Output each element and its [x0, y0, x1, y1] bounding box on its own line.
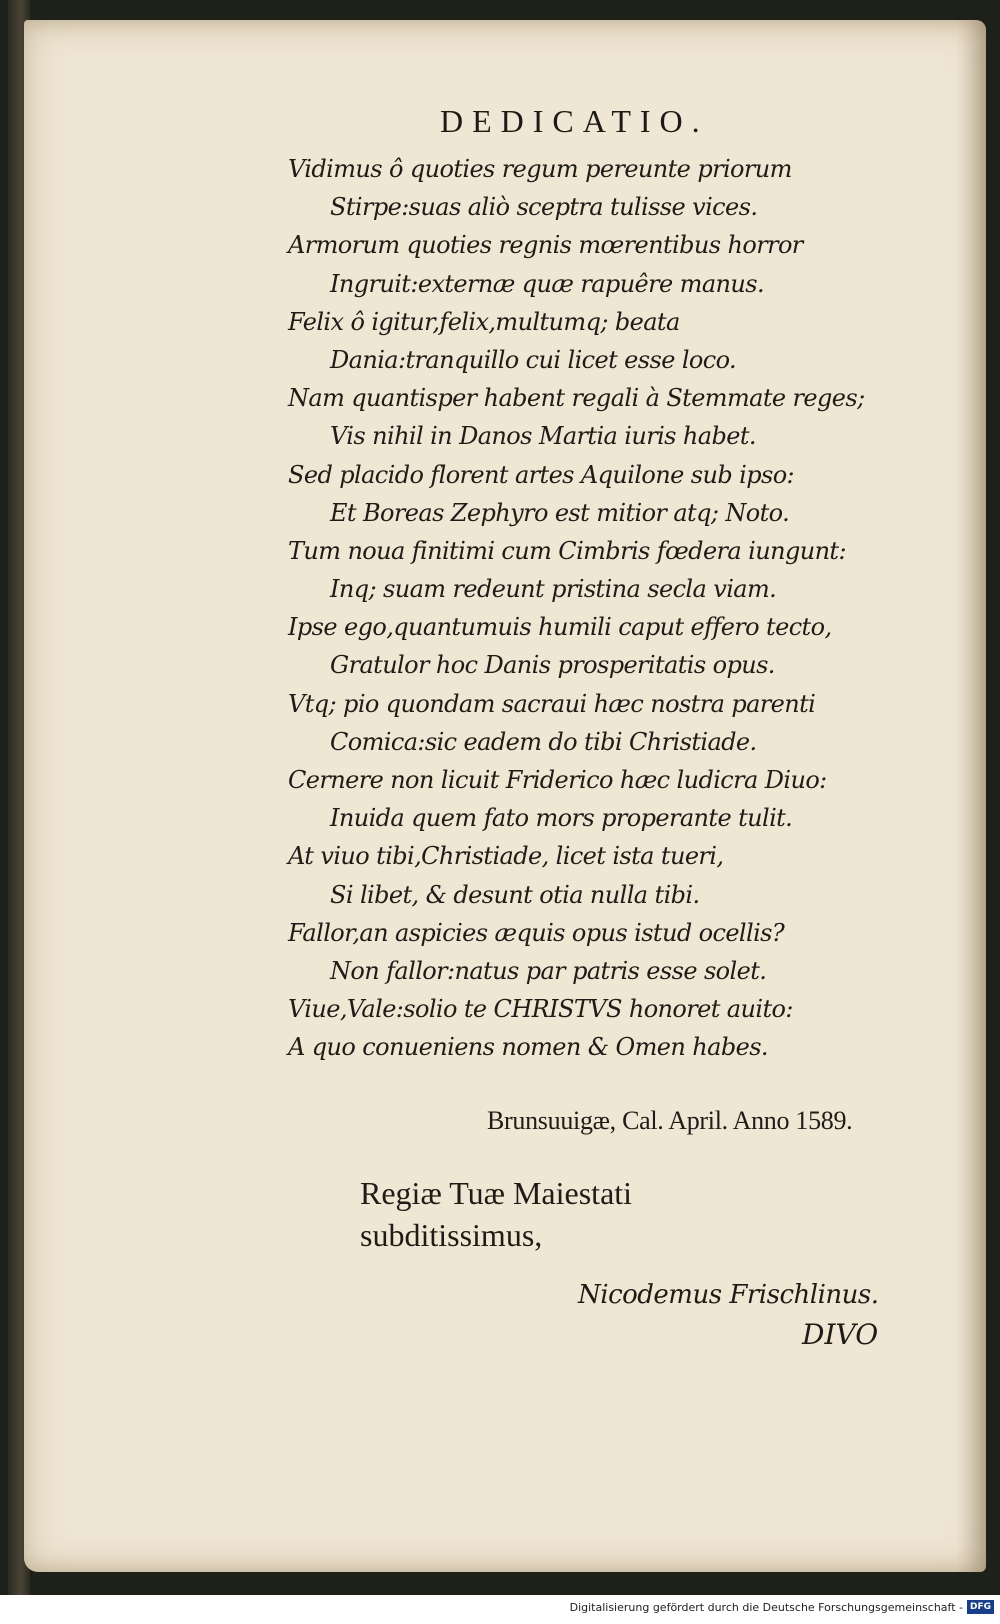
verse-line: Sed placido florent artes Aquilone sub ipso: [288, 460, 795, 489]
verse-line: Inq; suam redeunt pristina secla viam. [330, 575, 777, 604]
verse-line: At viuo tibi,Christiade, licet ista tueri, [288, 842, 724, 871]
verse-line: Non fallor:natus par patris esse solet. [330, 956, 767, 985]
verse-line: Si libet, & desunt otia nulla tibi. [330, 880, 700, 909]
dedication-poem [288, 150, 948, 1067]
digitization-footer [570, 1600, 994, 1614]
salutation [360, 1172, 632, 1256]
salutation-line-1: Regiæ Tuæ Maiestati [360, 1175, 633, 1211]
verse-line: Ingruit:externæ quæ rapuêre manus. [330, 269, 764, 298]
verse-line: Cernere non licuit Friderico hæc ludicra Diuo: [288, 766, 827, 794]
verse-line: Ipse ego,quantumuis humili caput effero tecto, [288, 613, 832, 642]
verse-line: A quo conueniens nomen & Omen habes. [288, 1033, 768, 1062]
verse-line: Comica:sic eadem do tibi Christiade. [330, 727, 757, 756]
verse-line: Inuida quem fato mors properante tulit. [330, 804, 793, 833]
verse-line: Vis nihil in Danos Martia iuris habet. [330, 422, 756, 451]
verse-line: Gratulor hoc Danis prosperitatis opus. [330, 651, 775, 680]
author-signature: Nicodemus Frischlinus. [578, 1280, 879, 1310]
salutation-line-2: subditissimus, [360, 1217, 543, 1253]
verse-line: Vidimus ô quoties regum pereunte priorum [288, 155, 792, 183]
verse-line: Felix ô igitur,felix,multumq; beata [288, 307, 680, 336]
dfg-logo: DFG [967, 1600, 994, 1614]
verse-line: Viue,Vale:solio te CHRISTVS honoret auito: [288, 995, 793, 1024]
verse-line: Armorum quoties regnis mœrentibus horror [288, 231, 803, 260]
verse-line: Nam quantisper habent regali à Stemmate reges; [288, 384, 865, 413]
page-heading: DEDICATIO. [440, 103, 709, 139]
dateline: Brunsuuigæ, Cal. April. Anno 1589. [487, 1106, 853, 1135]
catchword: DIVO [802, 1318, 879, 1351]
verse-line: Fallor,an aspicies æquis opus istud ocellis? [288, 918, 785, 947]
verse-line: Tum noua finitimi cum Cimbris fœdera iungunt: [288, 536, 846, 565]
verse-line: Dania:tranquillo cui licet esse loco. [330, 345, 737, 374]
footer-text: Digitalisierung gefördert durch die Deutsche Forschungsgemeinschaft - [569, 1600, 963, 1614]
verse-line: Vtq; pio quondam sacraui hæc nostra parenti [288, 689, 816, 718]
verse-line: Stirpe:suas aliò sceptra tulisse vices. [330, 193, 758, 222]
verse-line: Et Boreas Zephyro est mitior atq; Noto. [330, 498, 790, 527]
page-edge-shadow [956, 20, 986, 1572]
